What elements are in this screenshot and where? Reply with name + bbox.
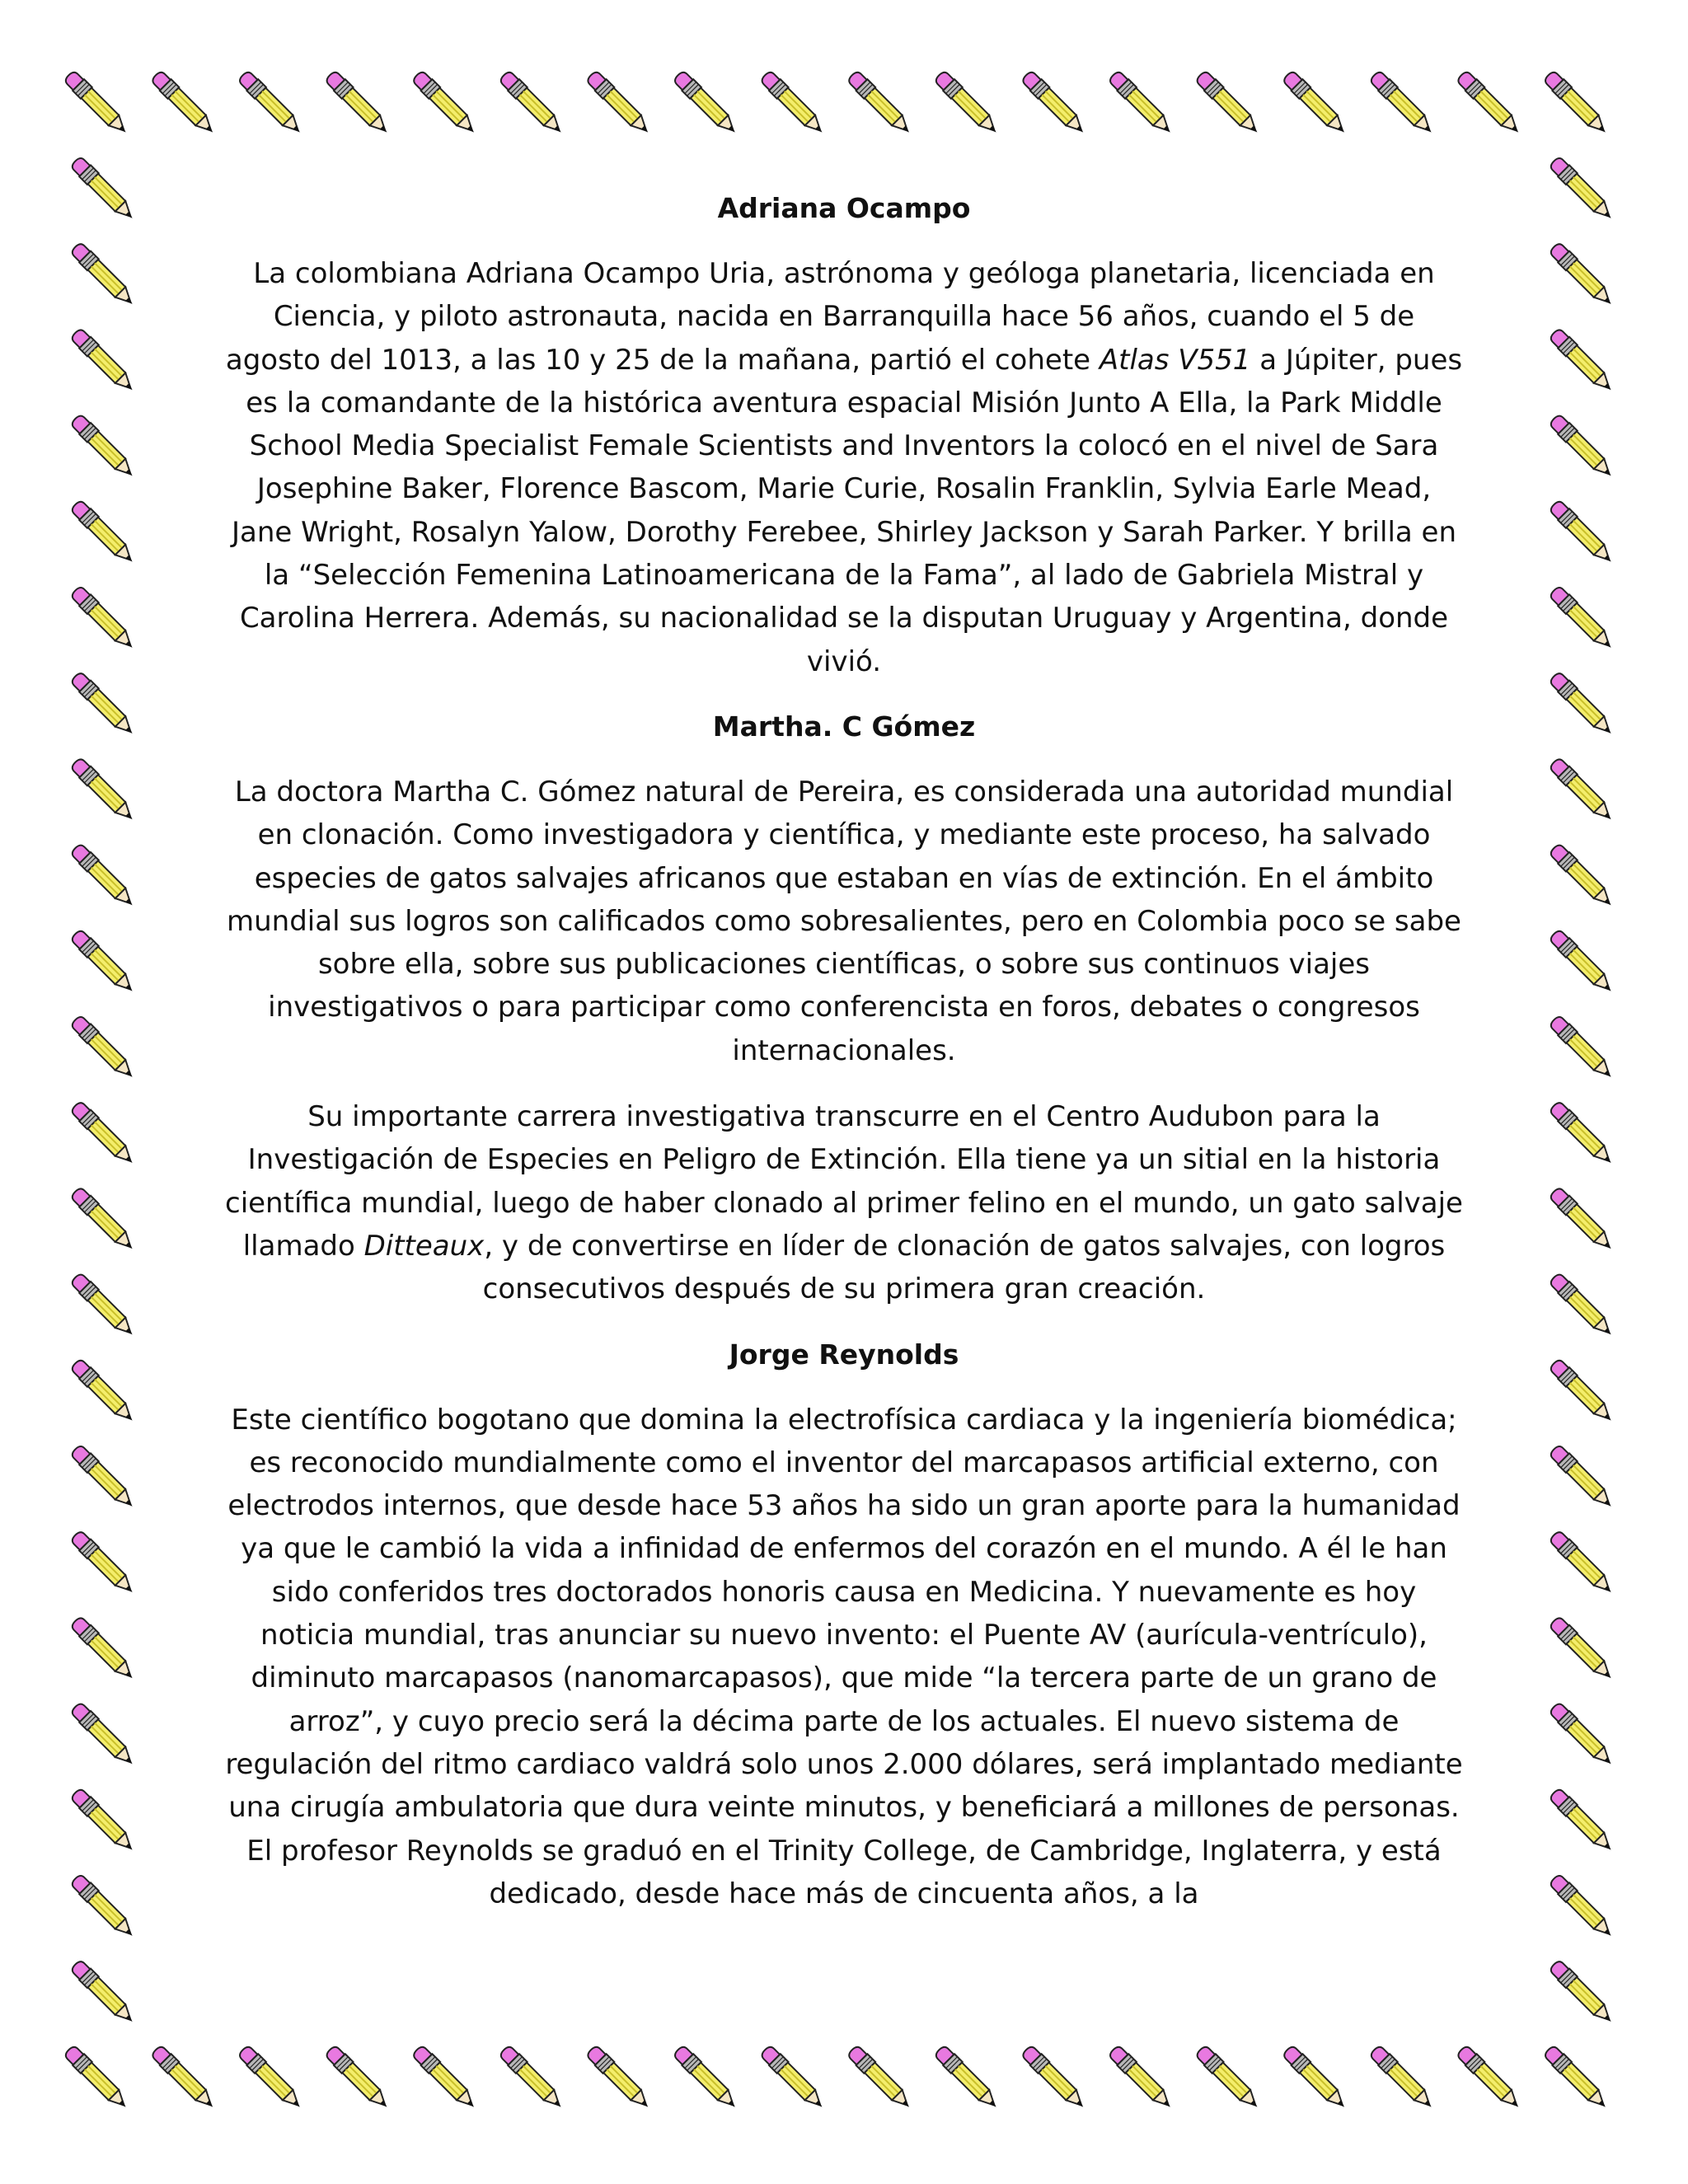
italic-text: Atlas V551 [1099,343,1251,377]
text-segment: Su importante carrera investigativa transcurre en el Centro Audubon para la Investigación de Especies en Peligro de Extinción. Ella tiene ya un sitial en la historia científica mundial, luego de haber clonado al primer felino en el mundo, un gato salvaje llamado [225,1100,1463,1263]
section-title: Jorge Reynolds [729,1338,959,1371]
pencil-icon [1548,1959,1616,2027]
pencil-icon [69,499,138,567]
pencil-icon [411,2044,480,2112]
pencil-icon [69,1272,138,1340]
pencil-icon [1548,413,1616,481]
pencil-icon [150,69,218,138]
pencil-icon [1548,842,1616,911]
pencil-icon [846,69,915,138]
pencil-icon [69,1959,138,2027]
pencil-icon [411,69,480,138]
pencil-icon [1548,757,1616,825]
pencil-icon [237,69,306,138]
pencil-icon [69,1615,138,1684]
body-paragraph [223,1095,1465,1310]
pencil-icon [69,413,138,481]
pencil-icon [498,2044,566,2112]
pencil-icon [1282,69,1350,138]
pencil-icon [69,585,138,654]
pencil-icon [69,757,138,825]
pencil-icon [1548,1701,1616,1769]
pencil-icon [69,1357,138,1426]
pencil-icon [1548,1357,1616,1426]
pencil-icon [69,671,138,739]
pencil-icon [1368,2044,1437,2112]
pencil-icon [324,69,392,138]
pencil-icon [237,2044,306,2112]
body-paragraph [223,771,1465,1072]
text-segment: Este científico bogotano que domina la electrofísica cardiaca y la ingeniería biomédica; es reconocido mundialmente como el inventor del marcapasos artificial externo, con electrodos internos, que desde hace 53 años ha sido un gran aporte para la humanidad ya que le cambió la vida a infinidad de enfermos del corazón en el mundo. A él le han sido conferidos tres doctorados honoris causa en Medicina. Y nuevamente es hoy noticia mundial, tras anunciar su nuevo invento: el Puente AV (aurícula-ventrículo), diminuto marcapasos (nanomarcapasos), que mide “la tercera parte de un grano de arroz”, y cuyo precio será la décima parte de los actuales. El nuevo sistema de regulación del ritmo cardiaco valdrá solo unos 2.000 dólares, será implantado mediante una cirugía ambulatoria que dura veinte minutos, y beneficiará a millones de personas. El profesor Reynolds se graduó en el Trinity College, de Cambridge, Inglaterra, y está dedicado, desde hace más de cincuenta años, a la [225,1403,1463,1910]
pencil-icon [69,928,138,996]
pencil-icon [1548,585,1616,654]
text-segment: La doctora Martha C. Gómez natural de Pereira, es considerada una autoridad mundial en clonación. Como investigadora y científica, y mediante este proceso, ha salvado especies de gatos salvajes africanos que estaban en vías de extinción. En el ámbito mundial sus logros son calificados como sobresalientes, pero en Colombia poco se sabe sobre ella, sobre sus publicaciones científicas, o sobre sus continuos viajes investigativos o para participar como conferencista en foros, debates o congresos internacionales. [227,775,1461,1067]
text-segment: a Júpiter, pues es la comandante de la histórica aventura espacial Misión Junto A Ella, la Park Middle School Media Specialist Female Scientists and Inventors la colocó en el nivel de Sara Josephine Baker, Florence Bascom, Marie Curie, Rosalin Franklin, Sylvia Earle Mead, Jane Wright, Rosalyn Yalow, Dorothy Ferebee, Shirley Jackson y Sarah Parker. Y brilla en la “Selección Femenina Latinoamericana de la Fama”, al lado de Gabriela Mistral y Carolina Herrera. Además, su nacionalidad se la disputan Uruguay y Argentina, donde vivió. [231,343,1463,678]
pencil-icon [933,69,1001,138]
italic-text: Ditteaux [363,1229,485,1263]
pencil-icon [1282,2044,1350,2112]
pencil-icon [69,241,138,310]
pencil-icon [673,2044,741,2112]
pencil-icon [1548,156,1616,224]
pencil-icon [69,1873,138,1942]
pencil-icon [63,69,131,138]
pencil-icon [1194,2044,1263,2112]
pencil-icon [1548,1186,1616,1254]
pencil-icon [1548,1444,1616,1512]
pencil-icon [585,2044,654,2112]
pencil-icon [69,1530,138,1598]
pencil-icon [759,69,828,138]
pencil-icon [1456,69,1524,138]
pencil-icon [69,1186,138,1254]
document-body [223,188,1465,1938]
pencil-icon [1456,2044,1524,2112]
pencil-icon [1548,1615,1616,1684]
pencil-icon [759,2044,828,2112]
pencil-icon [1020,69,1089,138]
pencil-icon [324,2044,392,2112]
pencil-icon [1543,2044,1611,2112]
pencil-icon [1108,69,1176,138]
pencil-icon [1548,1272,1616,1340]
pencil-icon [150,2044,218,2112]
pencil-icon [1194,69,1263,138]
body-paragraph [223,1399,1465,1916]
pencil-icon [585,69,654,138]
pencil-icon [69,1701,138,1769]
pencil-icon [1548,928,1616,996]
pencil-icon [63,2044,131,2112]
pencil-icon [69,842,138,911]
pencil-icon [498,69,566,138]
pencil-icon [69,1100,138,1169]
section-title: Martha. C Gómez [712,710,976,743]
pencil-icon [1548,499,1616,567]
pencil-icon [1108,2044,1176,2112]
pencil-icon [1548,1787,1616,1855]
pencil-icon [1548,327,1616,396]
pencil-icon [1548,671,1616,739]
pencil-icon [673,69,741,138]
pencil-icon [933,2044,1001,2112]
pencil-icon [69,1444,138,1512]
pencil-icon [69,327,138,396]
pencil-icon [69,1015,138,1083]
pencil-icon [1548,1015,1616,1083]
pencil-icon [1548,1100,1616,1169]
pencil-icon [1548,241,1616,310]
text-segment: La colombiana Adriana Ocampo Uria, astrónoma y geóloga planetaria, licenciada en Ciencia, y piloto astronauta, nacida en Barranquilla hace 56 años, cuando el 5 de agosto del 1013, a las 10 y 25 de la mañana, partió el cohete [225,257,1435,377]
pencil-icon [69,156,138,224]
pencil-icon [1548,1530,1616,1598]
pencil-icon [1020,2044,1089,2112]
pencil-icon [1368,69,1437,138]
section-title: Adriana Ocampo [717,192,971,224]
body-paragraph [223,252,1465,683]
pencil-icon [69,1787,138,1855]
pencil-icon [846,2044,915,2112]
text-segment: , y de convertirse en líder de clonación de gatos salvajes, con logros consecutivos después de su primera gran creación. [482,1229,1446,1306]
pencil-icon [1543,69,1611,138]
pencil-icon [1548,1873,1616,1942]
